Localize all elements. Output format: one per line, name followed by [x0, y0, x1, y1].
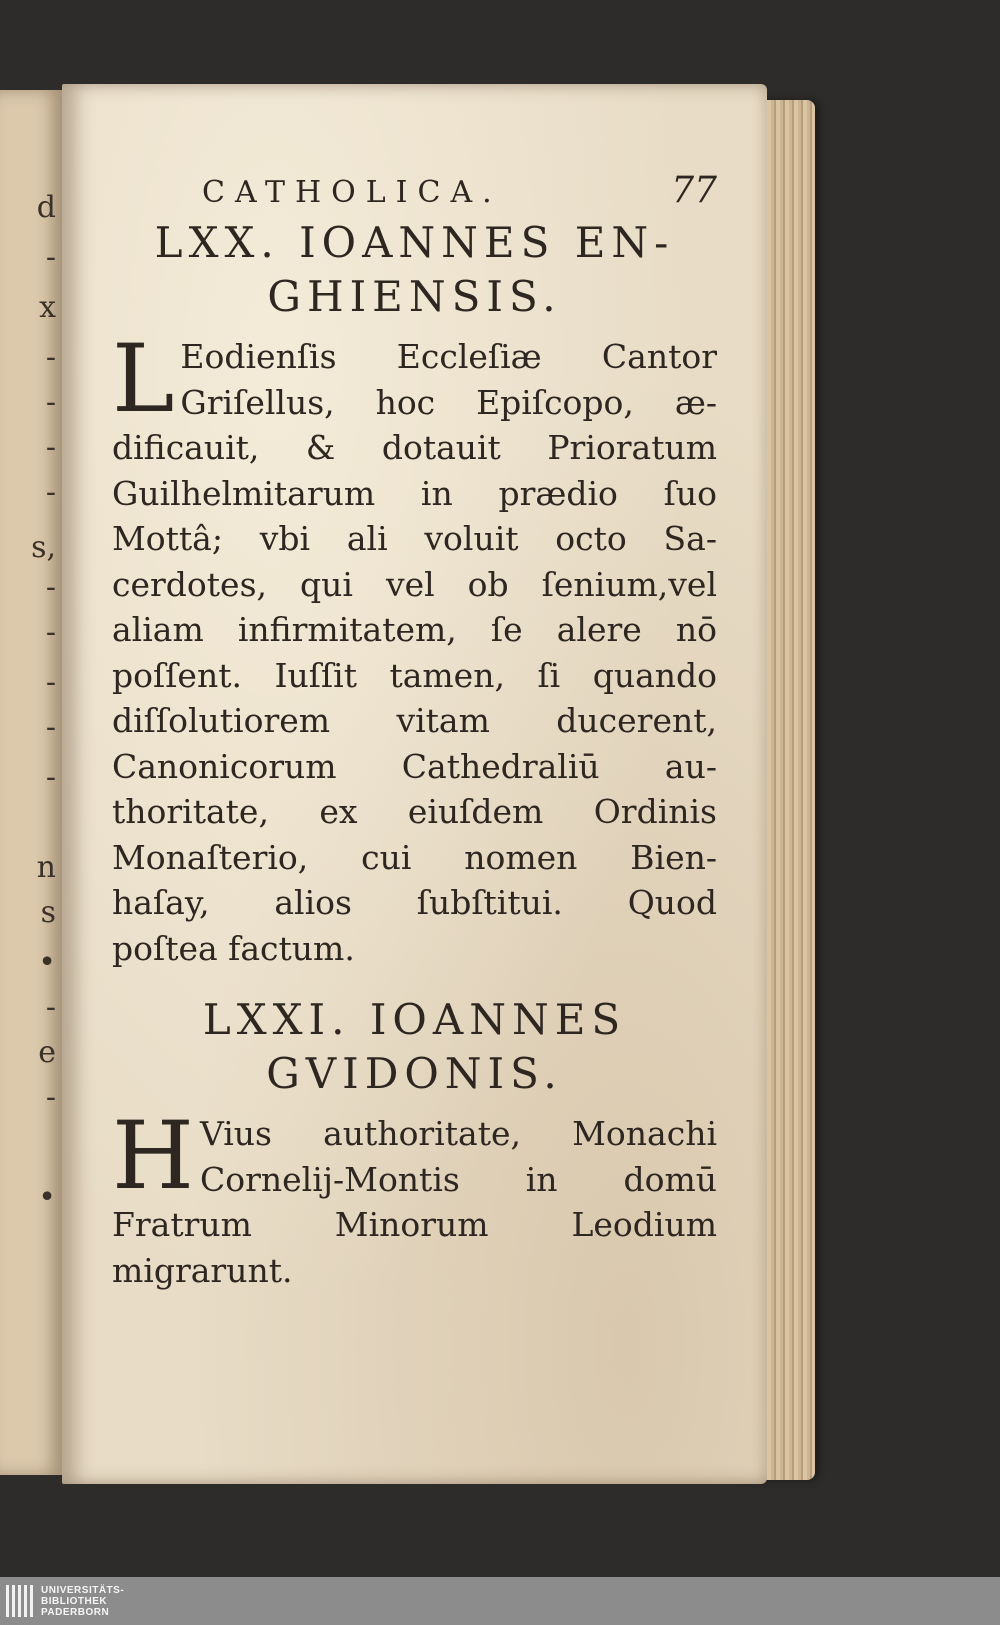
text-line: Eodienſis Eccleſiæ Cantor — [180, 337, 717, 376]
entry-heading-2-line-2: GVIDONIS. — [266, 1049, 563, 1098]
text-line: Mottâ; vbi ali voluit octo Sa- — [112, 519, 717, 558]
margin-glyph: - — [45, 430, 56, 465]
margin-glyph: - — [45, 760, 56, 795]
text-line: cerdotes, qui vel ob ſenium,vel — [112, 564, 717, 604]
text-line: Guilhelmitarum in prædio ſuo — [112, 473, 717, 513]
text-line: poſſent. Iuſſit tamen, ſi quando — [112, 655, 717, 695]
text-line: thoritate, ex eiuſdem Ordinis — [112, 792, 717, 831]
margin-glyph: e — [38, 1035, 56, 1070]
text-line: haſay, alios ſubſtitui. Quod — [112, 883, 717, 922]
margin-glyph: d — [36, 190, 56, 225]
page-number: 77 — [671, 170, 717, 211]
entry-heading-1-line-1: LXX. IOANNES EN- — [154, 218, 675, 267]
left-page-margin-text — [0, 90, 62, 1475]
text-line: aliam infirmitatem, ſe alere nō — [112, 610, 717, 649]
margin-glyph: - — [45, 710, 56, 745]
margin-glyph: - — [45, 1080, 56, 1115]
left-page-edge — [0, 90, 62, 1475]
running-head — [112, 170, 717, 216]
margin-glyph: s, — [31, 530, 56, 565]
entry-heading-1 — [112, 216, 717, 324]
logo-line-2: BIBLIOTHEK — [41, 1595, 108, 1607]
margin-glyph: - — [45, 990, 56, 1025]
page-text — [112, 170, 717, 1293]
text-line: dificauit, & dotauit Prioratum — [112, 428, 717, 467]
entry-body-1-lines — [112, 334, 717, 971]
text-line: migrarunt. — [112, 1250, 293, 1290]
text-line: Vius authoritate, Monachi — [199, 1114, 717, 1153]
margin-glyph: - — [45, 475, 56, 510]
text-line: Cornelij-Montis in domū — [199, 1159, 717, 1199]
margin-glyph: - — [45, 385, 56, 420]
entry-body-2 — [112, 1111, 717, 1293]
entry-heading-2-line-1: LXXI. IOANNES — [202, 995, 627, 1044]
margin-glyph: - — [45, 665, 56, 700]
margin-glyph: n — [36, 850, 56, 885]
entry-body-1 — [112, 334, 717, 971]
margin-glyph: - — [45, 240, 56, 275]
entry-heading-1-line-2: GHIENSIS. — [267, 272, 562, 321]
text-line: Monaſterio, cui nomen Bien- — [112, 837, 717, 877]
book-page — [62, 84, 767, 1484]
text-line: Canonicorum Cathedraliū au- — [112, 746, 717, 786]
margin-glyph: • — [38, 1180, 56, 1215]
text-line: Fratrum Minorum Leodium — [112, 1205, 717, 1244]
margin-glyph: • — [38, 945, 56, 980]
margin-glyph: - — [45, 340, 56, 375]
library-logo-text — [41, 1585, 124, 1618]
entry-heading-2 — [112, 993, 717, 1101]
library-footer-bar — [0, 1577, 1000, 1625]
margin-glyph: - — [45, 615, 56, 650]
entry-body-2-lines — [112, 1111, 717, 1293]
text-line: diſſolutiorem vitam ducerent, — [112, 701, 717, 740]
text-line: poſtea factum. — [112, 928, 355, 968]
drop-cap-1: L — [112, 334, 175, 434]
text-line: Griſellus, hoc Epiſcopo, æ- — [180, 382, 717, 422]
margin-glyph: - — [45, 570, 56, 605]
library-logo-icon — [6, 1585, 33, 1617]
margin-glyph: x — [39, 290, 56, 325]
running-head-title: CATHOLICA. — [202, 175, 502, 210]
library-logo — [6, 1585, 124, 1618]
drop-cap-2: H — [112, 1111, 194, 1211]
logo-line-1: UNIVERSITÄTS- — [41, 1584, 125, 1596]
margin-glyph: s — [40, 895, 56, 930]
logo-line-3: PADERBORN — [41, 1606, 110, 1618]
